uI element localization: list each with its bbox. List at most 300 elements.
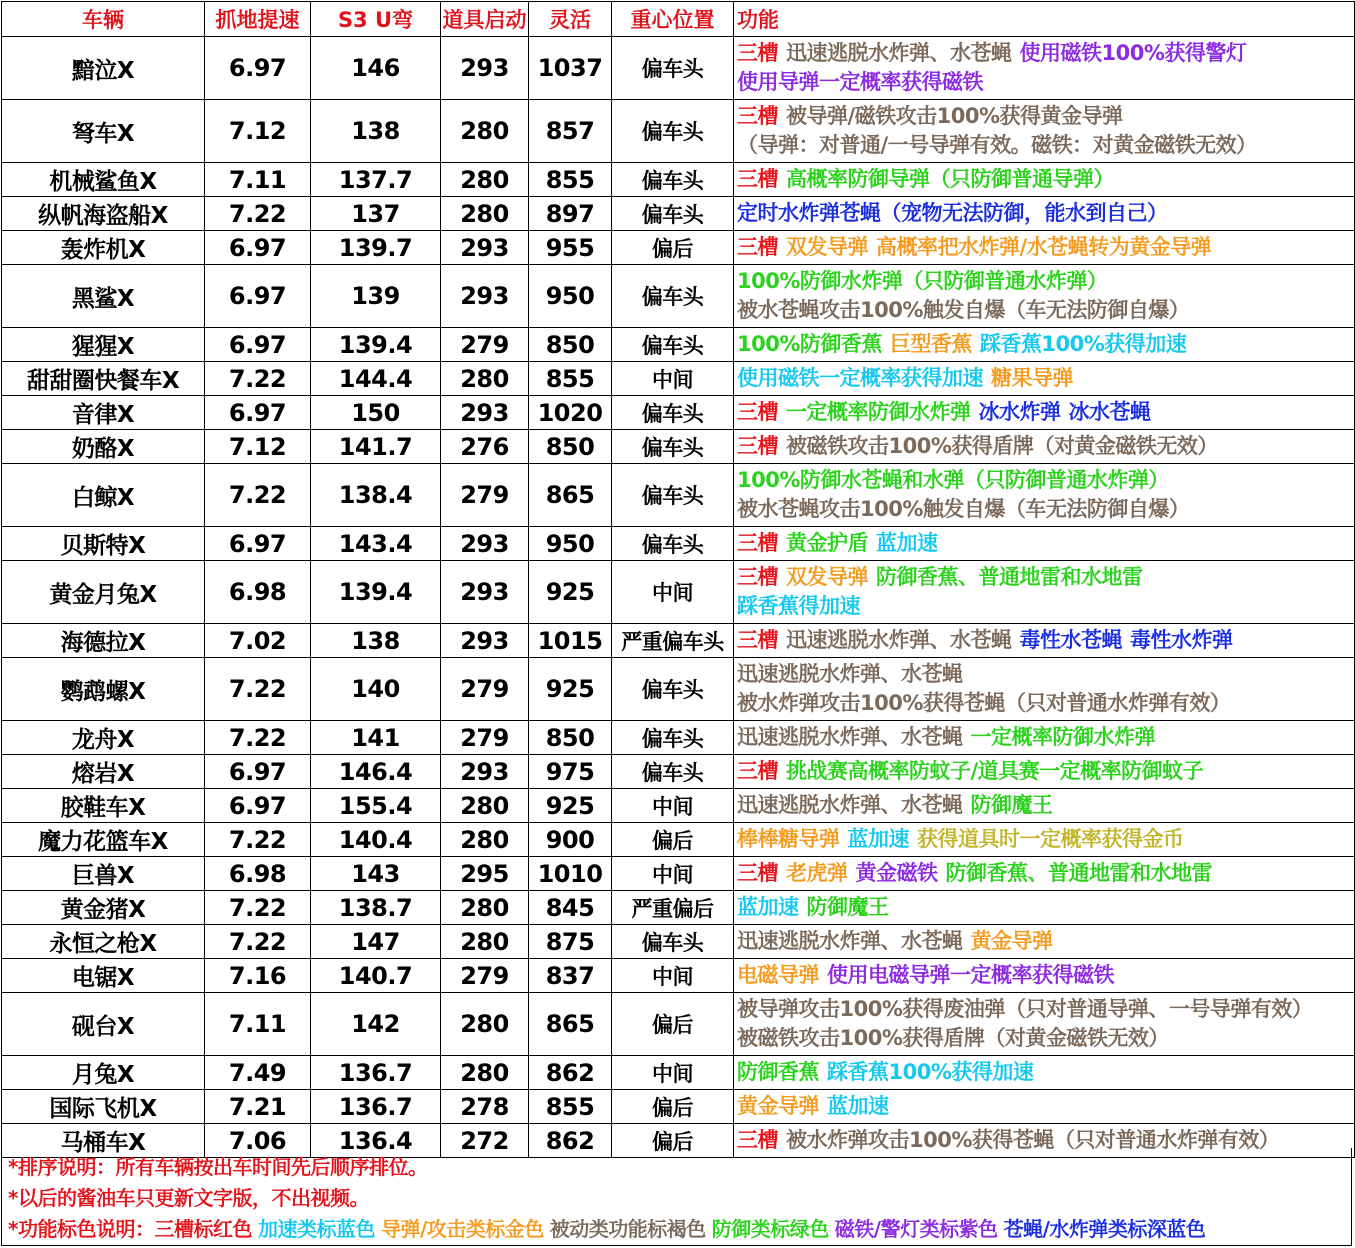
item-start-cell: 293 (441, 37, 529, 100)
accel-cell: 6.97 (205, 37, 311, 100)
function-segment: 巨型香蕉 (889, 332, 972, 356)
vehicle-name-cell: 黄金猪X (2, 891, 205, 925)
function-segment: 三槽 (737, 434, 778, 458)
function-line (737, 330, 1354, 359)
s3-cell: 140.4 (311, 823, 441, 857)
function-segment: 100%防御水炸弹（只防御普通水炸弹） (737, 269, 1108, 293)
table-row (2, 1056, 1355, 1090)
function-segment: 迅速逃脱水炸弹、水苍蝇 (786, 628, 1012, 652)
table-row (2, 197, 1355, 231)
function-line (737, 723, 1354, 752)
function-segment: 一定概率防御水炸弹 (970, 725, 1155, 749)
accel-cell: 6.97 (205, 527, 311, 561)
table-row (2, 959, 1355, 993)
function-cell (734, 561, 1355, 624)
function-line (737, 432, 1354, 461)
function-line (737, 296, 1354, 325)
function-line (737, 466, 1354, 495)
accel-cell: 7.49 (205, 1056, 311, 1090)
item-start-cell: 280 (441, 197, 529, 231)
center-position-cell: 中间 (612, 959, 734, 993)
agility-cell: 1037 (529, 37, 612, 100)
function-segment: 被导弹攻击100%获得废油弹（只对普通导弹、一号导弹有效） (737, 997, 1313, 1021)
accel-cell: 6.97 (205, 789, 311, 823)
vehicle-name-cell: 月兔X (2, 1056, 205, 1090)
accel-cell: 7.02 (205, 624, 311, 658)
vehicle-name-cell: 魔力花篮车X (2, 823, 205, 857)
function-segment: 使用电磁导弹一定概率获得磁铁 (827, 963, 1114, 987)
vehicle-name-cell: 龙舟X (2, 721, 205, 755)
s3-cell: 138 (311, 624, 441, 658)
accel-cell: 7.22 (205, 658, 311, 721)
item-start-cell: 280 (441, 925, 529, 959)
function-line (737, 859, 1354, 888)
agility-cell: 837 (529, 959, 612, 993)
function-segment: 老虎弹 (786, 861, 848, 885)
function-line (737, 893, 1354, 922)
function-segment: 踩香蕉得加速 (737, 594, 860, 618)
function-segment: 三槽 (737, 104, 778, 128)
agility-cell: 855 (529, 163, 612, 197)
vehicle-name-cell: 奶酪X (2, 430, 205, 464)
table-row (2, 430, 1355, 464)
table-row (2, 527, 1355, 561)
item-start-cell: 295 (441, 857, 529, 891)
vehicle-name-cell: 机械鲨鱼X (2, 163, 205, 197)
center-position-cell: 偏车头 (612, 721, 734, 755)
function-line (737, 131, 1354, 160)
vehicle-name-cell: 甜甜圈快餐车X (2, 362, 205, 396)
s3-cell: 146.4 (311, 755, 441, 789)
table-row (2, 464, 1355, 527)
function-cell (734, 231, 1355, 265)
note-line (8, 1152, 1345, 1183)
function-cell (734, 100, 1355, 163)
function-line (737, 165, 1354, 194)
function-cell (734, 721, 1355, 755)
function-segment: 防御香蕉、普通地雷和水地雷 (945, 861, 1212, 885)
function-cell (734, 1056, 1355, 1090)
table-row (2, 993, 1355, 1056)
header-vehicle: 车辆 (2, 2, 205, 37)
agility-cell: 955 (529, 231, 612, 265)
center-position-cell: 偏后 (612, 823, 734, 857)
function-segment: 获得道具时一定概率获得金币 (917, 827, 1184, 851)
accel-cell: 7.22 (205, 197, 311, 231)
center-position-cell: 偏车头 (612, 37, 734, 100)
function-segment: 糖果导弹 (991, 366, 1073, 390)
function-line (737, 791, 1354, 820)
agility-cell: 865 (529, 464, 612, 527)
s3-cell: 140 (311, 658, 441, 721)
center-position-cell: 中间 (612, 1056, 734, 1090)
table-row (2, 37, 1355, 100)
function-line (737, 626, 1354, 655)
vehicle-name-cell: 巨兽X (2, 857, 205, 891)
accel-cell: 7.12 (205, 430, 311, 464)
center-position-cell: 中间 (612, 789, 734, 823)
accel-cell: 7.11 (205, 993, 311, 1056)
center-position-cell: 偏车头 (612, 396, 734, 430)
item-start-cell: 280 (441, 1056, 529, 1090)
vehicle-name-cell: 国际飞机X (2, 1090, 205, 1124)
agility-cell: 855 (529, 1090, 612, 1124)
function-cell (734, 624, 1355, 658)
agility-cell: 950 (529, 265, 612, 328)
function-segment: 棒棒糖导弹 (737, 827, 840, 851)
function-segment: 蓝加速 (876, 531, 938, 555)
vehicle-table (1, 1, 1355, 1158)
vehicle-name-cell: 贝斯特X (2, 527, 205, 561)
accel-cell: 7.16 (205, 959, 311, 993)
function-segment: 冰水炸弹 (978, 400, 1061, 424)
table-row (2, 163, 1355, 197)
center-position-cell: 严重偏车头 (612, 624, 734, 658)
s3-cell: 141 (311, 721, 441, 755)
agility-cell: 950 (529, 527, 612, 561)
s3-cell: 155.4 (311, 789, 441, 823)
agility-cell: 850 (529, 721, 612, 755)
function-segment: 电磁导弹 (737, 963, 819, 987)
function-line (737, 825, 1354, 854)
item-start-cell: 293 (441, 624, 529, 658)
center-position-cell: 偏后 (612, 1124, 734, 1158)
table-row (2, 561, 1355, 624)
s3-cell: 137.7 (311, 163, 441, 197)
function-line (737, 529, 1354, 558)
function-segment: 被导弹/磁铁攻击100%获得黄金导弹 (786, 104, 1123, 128)
accel-cell: 7.22 (205, 721, 311, 755)
vehicle-name-cell: 纵帆海盗船X (2, 197, 205, 231)
table-row (2, 362, 1355, 396)
function-line (737, 267, 1354, 296)
function-cell (734, 755, 1355, 789)
table-row (2, 823, 1355, 857)
function-segment: 防御魔王 (806, 895, 889, 919)
center-position-cell: 中间 (612, 561, 734, 624)
vehicle-name-cell: 轰炸机X (2, 231, 205, 265)
s3-cell: 137 (311, 197, 441, 231)
item-start-cell: 280 (441, 823, 529, 857)
note-segment: 苍蝇/水炸弹类标深蓝色 (1003, 1217, 1206, 1241)
function-line (737, 995, 1354, 1024)
function-segment: 被磁铁攻击100%获得盾牌（对黄金磁铁无效） (737, 1026, 1169, 1050)
table-row (2, 789, 1355, 823)
function-cell (734, 823, 1355, 857)
function-segment: 防御香蕉、普通地雷和水地雷 (876, 565, 1143, 589)
function-segment: 被水炸弹攻击100%获得苍蝇（只对普通水炸弹有效） (737, 691, 1231, 715)
function-cell (734, 891, 1355, 925)
item-start-cell: 278 (441, 1090, 529, 1124)
s3-cell: 147 (311, 925, 441, 959)
function-cell (734, 362, 1355, 396)
function-line (737, 68, 1354, 97)
agility-cell: 855 (529, 362, 612, 396)
center-position-cell: 偏车头 (612, 527, 734, 561)
center-position-cell: 偏车头 (612, 328, 734, 362)
s3-cell: 150 (311, 396, 441, 430)
note-segment: *以后的酱油车只更新文字版，不出视频。 (8, 1186, 369, 1210)
table-row (2, 396, 1355, 430)
center-position-cell: 偏后 (612, 231, 734, 265)
function-cell (734, 464, 1355, 527)
accel-cell: 7.22 (205, 823, 311, 857)
agility-cell: 1015 (529, 624, 612, 658)
function-segment: 迅速逃脱水炸弹、水苍蝇 (786, 41, 1012, 65)
function-line (737, 495, 1354, 524)
vehicle-name-cell: 海德拉X (2, 624, 205, 658)
item-start-cell: 279 (441, 658, 529, 721)
vehicle-name-cell: 熔岩X (2, 755, 205, 789)
function-line (737, 563, 1354, 592)
function-line (737, 1092, 1354, 1121)
function-cell (734, 959, 1355, 993)
function-cell (734, 396, 1355, 430)
table-row (2, 891, 1355, 925)
center-position-cell: 偏车头 (612, 755, 734, 789)
function-line (737, 364, 1354, 393)
function-segment: 黄金护盾 (786, 531, 868, 555)
center-position-cell: 偏后 (612, 1090, 734, 1124)
function-line (737, 1058, 1354, 1087)
accel-cell: 7.22 (205, 362, 311, 396)
table-row (2, 265, 1355, 328)
function-cell (734, 265, 1355, 328)
accel-cell: 7.06 (205, 1124, 311, 1158)
vehicle-name-cell: 猩猩X (2, 328, 205, 362)
agility-cell: 862 (529, 1124, 612, 1158)
function-cell (734, 527, 1355, 561)
function-segment: 一定概率防御水炸弹 (786, 400, 971, 424)
s3-cell: 139 (311, 265, 441, 328)
item-start-cell: 293 (441, 527, 529, 561)
s3-cell: 144.4 (311, 362, 441, 396)
note-line (8, 1214, 1345, 1245)
function-segment: 迅速逃脱水炸弹、水苍蝇 (737, 793, 963, 817)
center-position-cell: 严重偏后 (612, 891, 734, 925)
agility-cell: 975 (529, 755, 612, 789)
s3-cell: 139.4 (311, 561, 441, 624)
item-start-cell: 280 (441, 100, 529, 163)
agility-cell: 897 (529, 197, 612, 231)
agility-cell: 925 (529, 658, 612, 721)
center-position-cell: 偏车头 (612, 658, 734, 721)
function-line (737, 233, 1354, 262)
function-segment: 高概率防御导弹（只防御普通导弹） (786, 167, 1114, 191)
center-position-cell: 偏车头 (612, 464, 734, 527)
item-start-cell: 279 (441, 721, 529, 755)
vehicle-name-cell: 电锯X (2, 959, 205, 993)
agility-cell: 862 (529, 1056, 612, 1090)
s3-cell: 143.4 (311, 527, 441, 561)
function-segment: 毒性水苍蝇 (1019, 628, 1122, 652)
vehicle-name-cell: 白鲸X (2, 464, 205, 527)
note-segment: 磁铁/警灯类标紫色 (834, 1217, 998, 1241)
item-start-cell: 293 (441, 265, 529, 328)
s3-cell: 139.7 (311, 231, 441, 265)
accel-cell: 7.11 (205, 163, 311, 197)
item-start-cell: 280 (441, 163, 529, 197)
note-segment: *排序说明：所有车辆按出车时间先后顺序排位。 (8, 1155, 428, 1179)
function-segment: 防御香蕉 (737, 1060, 819, 1084)
function-segment: 挑战赛高概率防蚊子/道具赛一定概率防御蚊子 (786, 759, 1204, 783)
agility-cell: 875 (529, 925, 612, 959)
agility-cell: 865 (529, 993, 612, 1056)
vehicle-name-cell: 黄金月兔X (2, 561, 205, 624)
table-row (2, 755, 1355, 789)
s3-cell: 138.4 (311, 464, 441, 527)
vehicle-name-cell: 胶鞋车X (2, 789, 205, 823)
function-segment: （导弹：对普通/一号导弹有效。磁铁：对黄金磁铁无效） (737, 133, 1257, 157)
table-row (2, 857, 1355, 891)
function-segment: 三槽 (737, 167, 778, 191)
function-segment: 蓝加速 (737, 895, 799, 919)
s3-cell: 141.7 (311, 430, 441, 464)
function-cell (734, 789, 1355, 823)
function-cell (734, 993, 1355, 1056)
note-segment: 导弹/攻击类标金色 (380, 1217, 544, 1241)
function-line (737, 102, 1354, 131)
function-segment: 双发导弹 (786, 235, 868, 259)
table-row (2, 925, 1355, 959)
accel-cell: 6.97 (205, 755, 311, 789)
function-segment: 定时水炸弹苍蝇（宠物无法防御，能水到自己） (737, 201, 1168, 225)
function-cell (734, 925, 1355, 959)
function-segment: 使用导弹一定概率获得磁铁 (737, 70, 983, 94)
table-row (2, 328, 1355, 362)
s3-cell: 136.4 (311, 1124, 441, 1158)
agility-cell: 900 (529, 823, 612, 857)
function-line (737, 757, 1354, 786)
accel-cell: 6.97 (205, 231, 311, 265)
accel-cell: 6.97 (205, 265, 311, 328)
function-segment: 被水苍蝇攻击100%触发自爆（车无法防御自爆） (737, 298, 1190, 322)
function-line (737, 961, 1354, 990)
s3-cell: 142 (311, 993, 441, 1056)
header-agility: 灵活 (529, 2, 612, 37)
function-cell (734, 163, 1355, 197)
function-cell (734, 857, 1355, 891)
header-function: 功能 (734, 2, 1355, 37)
vehicle-name-cell: 音律X (2, 396, 205, 430)
function-segment: 被水苍蝇攻击100%触发自爆（车无法防御自爆） (737, 497, 1190, 521)
table-row (2, 658, 1355, 721)
function-segment: 三槽 (737, 400, 778, 424)
vehicle-name-cell: 砚台X (2, 993, 205, 1056)
function-segment: 迅速逃脱水炸弹、水苍蝇 (737, 662, 963, 686)
s3-cell: 139.4 (311, 328, 441, 362)
center-position-cell: 偏车头 (612, 100, 734, 163)
function-line (737, 1024, 1354, 1053)
item-start-cell: 280 (441, 362, 529, 396)
function-line (737, 927, 1354, 956)
item-start-cell: 279 (441, 328, 529, 362)
center-position-cell: 偏车头 (612, 925, 734, 959)
accel-cell: 6.97 (205, 328, 311, 362)
agility-cell: 925 (529, 789, 612, 823)
s3-cell: 138.7 (311, 891, 441, 925)
function-cell (734, 658, 1355, 721)
function-segment: 三槽 (737, 565, 778, 589)
item-start-cell: 293 (441, 561, 529, 624)
item-start-cell: 279 (441, 464, 529, 527)
function-cell (734, 197, 1355, 231)
function-segment: 黄金导弹 (970, 929, 1053, 953)
item-start-cell: 276 (441, 430, 529, 464)
item-start-cell: 279 (441, 959, 529, 993)
s3-cell: 138 (311, 100, 441, 163)
agility-cell: 1010 (529, 857, 612, 891)
function-segment: 毒性水炸弹 (1130, 628, 1233, 652)
agility-cell: 925 (529, 561, 612, 624)
function-segment: 蓝加速 (827, 1094, 889, 1118)
function-segment: 蓝加速 (847, 827, 909, 851)
function-segment: 高概率把水炸弹/水苍蝇转为黄金导弹 (876, 235, 1212, 259)
function-segment: 三槽 (737, 41, 778, 65)
table-row (2, 1090, 1355, 1124)
item-start-cell: 293 (441, 231, 529, 265)
agility-cell: 845 (529, 891, 612, 925)
s3-cell: 136.7 (311, 1056, 441, 1090)
item-start-cell: 293 (441, 396, 529, 430)
function-line (737, 689, 1354, 718)
function-segment: 三槽 (737, 628, 778, 652)
header-s3: S3 U弯 (311, 2, 441, 37)
item-start-cell: 272 (441, 1124, 529, 1158)
function-segment: 冰水苍蝇 (1068, 400, 1151, 424)
vehicle-name-cell: 弩车X (2, 100, 205, 163)
table-row (2, 624, 1355, 658)
table-row (2, 721, 1355, 755)
center-position-cell: 中间 (612, 857, 734, 891)
notes-section (1, 1148, 1352, 1246)
function-segment: 三槽 (737, 1128, 778, 1152)
function-segment: 黄金导弹 (737, 1094, 819, 1118)
function-line (737, 398, 1354, 427)
function-segment: 踩香蕉100%获得加速 (827, 1060, 1034, 1084)
item-start-cell: 280 (441, 789, 529, 823)
center-position-cell: 偏车头 (612, 265, 734, 328)
function-segment: 被磁铁攻击100%获得盾牌（对黄金磁铁无效） (786, 434, 1218, 458)
function-segment: 迅速逃脱水炸弹、水苍蝇 (737, 929, 963, 953)
function-segment: 踩香蕉100%获得加速 (979, 332, 1187, 356)
accel-cell: 6.98 (205, 857, 311, 891)
note-segment: *功能标色说明：三槽标红色 (8, 1217, 252, 1241)
function-segment: 使用磁铁100%获得警灯 (1019, 41, 1247, 65)
function-segment: 防御魔王 (970, 793, 1053, 817)
accel-cell: 7.21 (205, 1090, 311, 1124)
function-segment: 使用磁铁一定概率获得加速 (737, 366, 983, 390)
accel-cell: 7.22 (205, 925, 311, 959)
header-accel: 抓地提速 (205, 2, 311, 37)
vehicle-name-cell: 黑鲨X (2, 265, 205, 328)
note-segment: 被动类功能标褐色 (549, 1217, 706, 1241)
vehicle-name-cell: 黯泣X (2, 37, 205, 100)
header-item-start: 道具启动 (441, 2, 529, 37)
note-segment: 防御类标绿色 (711, 1217, 829, 1241)
s3-cell: 140.7 (311, 959, 441, 993)
function-segment: 三槽 (737, 235, 778, 259)
center-position-cell: 偏车头 (612, 163, 734, 197)
center-position-cell: 偏车头 (612, 430, 734, 464)
vehicle-name-cell: 鹦鹉螺X (2, 658, 205, 721)
s3-cell: 143 (311, 857, 441, 891)
s3-cell: 136.7 (311, 1090, 441, 1124)
header-center: 重心位置 (612, 2, 734, 37)
agility-cell: 857 (529, 100, 612, 163)
function-segment: 迅速逃脱水炸弹、水苍蝇 (737, 725, 963, 749)
vehicle-rows (2, 37, 1355, 1158)
